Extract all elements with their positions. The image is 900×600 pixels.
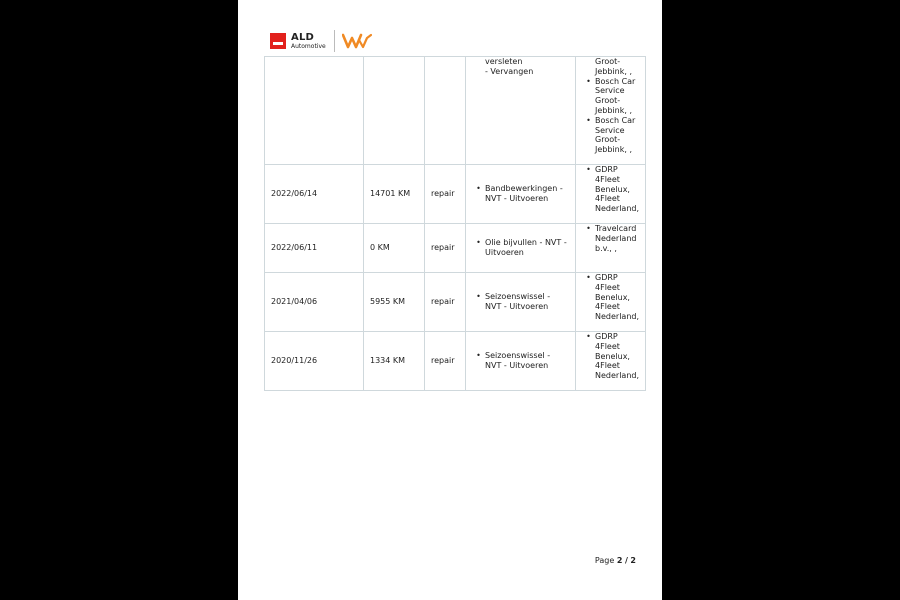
supplier-text: Bosch Car Service Groot-Jebbink, , [595,115,636,155]
km-cell: 0 KM [364,224,425,273]
bullet-icon: • [586,165,591,174]
supplier-item [582,273,639,322]
supplier-item [582,165,639,214]
bullet-icon: • [476,292,481,302]
supplier-cell [576,165,646,224]
supplier-item [582,224,639,253]
type-cell: repair [425,165,466,224]
action-cell [466,273,576,332]
page-number [595,556,636,565]
action-cell [466,165,576,224]
bullet-icon: • [586,224,591,233]
date-cell: 2022/06/14 [265,165,364,224]
table-row [265,332,646,391]
bullet-icon: • [476,238,481,248]
maintenance-history-table [264,56,646,391]
action-text: Seizoenswissel - NVT - Uitvoeren [485,292,551,311]
type-cell [425,57,466,165]
action-text: Olie bijvullen - NVT - Uitvoeren [485,238,567,257]
action-line: versleten [485,57,523,66]
logo-divider [334,30,335,52]
bullet-icon: • [586,76,591,86]
action-item [472,238,569,258]
table-row [265,273,646,332]
action-text: Seizoenswissel - NVT - Uitvoeren [485,351,551,370]
action-cell [466,57,576,165]
action-cell [466,332,576,391]
action-item [472,351,569,371]
page-total: 2 [630,556,636,565]
action-line: - Vervangen [485,66,534,76]
action-cell [466,224,576,273]
supplier-text: Groot-Jebbink, , [595,57,632,76]
action-text: Bandbewerkingen - NVT - Uitvoeren [485,184,563,203]
bullet-icon: • [586,273,591,282]
type-cell: repair [425,332,466,391]
supplier-cell [576,224,646,273]
ald-brand: ALD [291,31,315,43]
date-cell: 2022/06/11 [265,224,364,273]
supplier-cell [576,273,646,332]
km-cell [364,57,425,165]
bullet-icon: • [586,115,591,125]
ald-subtitle: Automotive [291,42,326,50]
km-cell: 14701 KM [364,165,425,224]
supplier-item [582,57,639,77]
action-item [472,292,569,312]
supplier-text: Travelcard Nederland b.v., , [595,224,637,253]
date-cell: 2020/11/26 [265,332,364,391]
supplier-cell [576,332,646,391]
page-current: 2 [616,556,623,565]
document-page [238,0,662,600]
type-cell: repair [425,224,466,273]
bullet-icon: • [476,351,481,361]
action-item [472,184,569,204]
bullet-icon: • [586,332,591,341]
table-row [265,57,646,165]
km-cell: 1334 KM [364,332,425,391]
supplier-text: GDRP 4Fleet Benelux, 4Fleet Nederland, [595,165,640,214]
supplier-text: Bosch Car Service Groot-Jebbink, , [595,76,636,115]
table-row [265,165,646,224]
supplier-text: GDRP 4Fleet Benelux, 4Fleet Nederland, [595,332,640,381]
km-cell: 5955 KM [364,273,425,332]
page-separator: / [624,556,628,565]
date-cell [265,57,364,165]
type-cell: repair [425,273,466,332]
supplier-item [582,116,639,155]
table-row [265,224,646,273]
date-cell: 2021/04/06 [265,273,364,332]
page-prefix: Page [594,556,615,565]
supplier-cell [576,57,646,165]
w-logo-icon [342,32,372,50]
supplier-text: GDRP 4Fleet Benelux, 4Fleet Nederland, [595,273,640,322]
supplier-item [582,332,639,381]
ald-logo-text [291,33,326,50]
header-logos [270,31,372,51]
ald-logo-icon [270,33,286,49]
bullet-icon: • [476,184,481,194]
supplier-item [582,77,639,116]
